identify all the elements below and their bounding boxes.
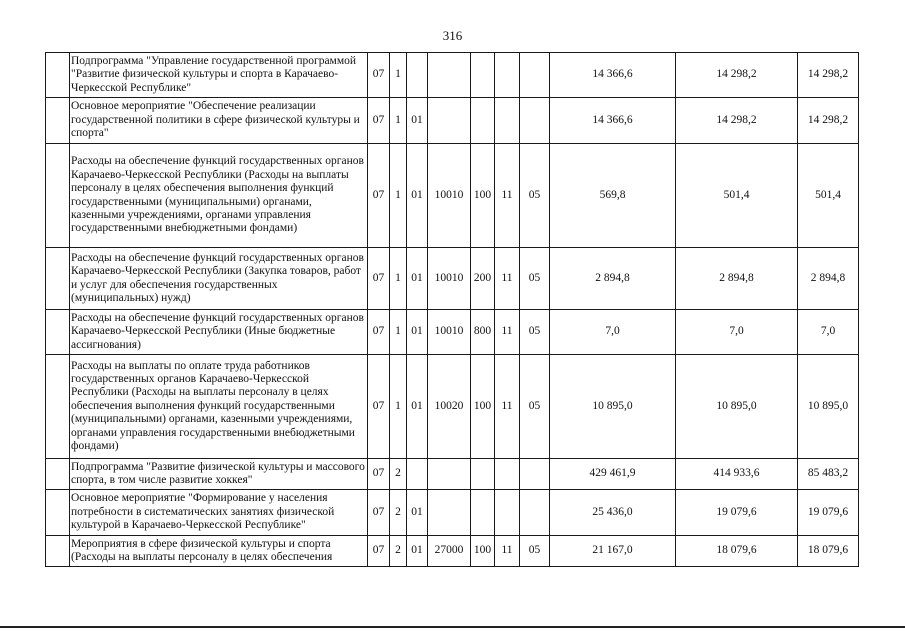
code-target	[428, 98, 471, 144]
row-number-cell	[46, 144, 70, 248]
code-section: 07	[368, 355, 390, 459]
amount-year-3: 85 483,2	[798, 459, 859, 490]
code-program: 2	[390, 459, 407, 490]
code-expense-type: 100	[471, 536, 495, 567]
table-row	[46, 459, 859, 490]
code-section: 07	[368, 53, 390, 98]
code-program: 1	[390, 355, 407, 459]
table-row	[46, 355, 859, 459]
code-subdivision: 05	[520, 355, 550, 459]
code-program: 2	[390, 490, 407, 536]
amount-year-2: 14 298,2	[676, 98, 798, 144]
code-division	[495, 459, 520, 490]
code-subprogram: 01	[407, 490, 428, 536]
row-number-cell	[46, 310, 70, 355]
code-subprogram	[407, 459, 428, 490]
code-division: 11	[495, 355, 520, 459]
code-target: 10010	[428, 248, 471, 310]
code-expense-type	[471, 98, 495, 144]
code-division: 11	[495, 144, 520, 248]
amount-year-1: 14 366,6	[550, 53, 676, 98]
table-row	[46, 536, 859, 567]
table-row	[46, 98, 859, 144]
amount-year-2: 501,4	[676, 144, 798, 248]
row-number-cell	[46, 53, 70, 98]
code-section: 07	[368, 459, 390, 490]
code-program: 1	[390, 53, 407, 98]
amount-year-2: 18 079,6	[676, 536, 798, 567]
amount-year-2: 414 933,6	[676, 459, 798, 490]
row-number-cell	[46, 490, 70, 536]
code-program: 1	[390, 98, 407, 144]
code-division	[495, 53, 520, 98]
amount-year-3: 2 894,8	[798, 248, 859, 310]
code-program: 2	[390, 536, 407, 567]
row-number-cell	[46, 248, 70, 310]
code-subprogram	[407, 53, 428, 98]
table-row	[46, 53, 859, 98]
row-name: Расходы на выплаты по оплате труда работников государственных органов Карачаево-Черкесской Республики (Расходы на выплаты персоналу в целях обеспечения выполнения функций государственными (муниципальными) органами, казенными учреждениями, органами управления государственными внебюджетными фондами)	[70, 355, 368, 459]
row-number-cell	[46, 459, 70, 490]
code-target	[428, 490, 471, 536]
code-subprogram: 01	[407, 310, 428, 355]
code-expense-type: 100	[471, 144, 495, 248]
amount-year-1: 25 436,0	[550, 490, 676, 536]
code-expense-type: 100	[471, 355, 495, 459]
code-section: 07	[368, 248, 390, 310]
code-subdivision	[520, 459, 550, 490]
code-subprogram: 01	[407, 248, 428, 310]
code-division	[495, 98, 520, 144]
code-section: 07	[368, 490, 390, 536]
code-division: 11	[495, 536, 520, 567]
code-division: 11	[495, 310, 520, 355]
code-subprogram: 01	[407, 355, 428, 459]
code-section: 07	[368, 536, 390, 567]
row-name: Расходы на обеспечение функций государственных органов Карачаево-Черкесской Республики (Расходы на выплаты персоналу в целях обеспечения выполнения функций государственными (муниципальными) органами, казенными учреждениями, органами управления государственными внебюджетными фондами)	[70, 144, 368, 248]
code-subdivision	[520, 490, 550, 536]
code-target: 27000	[428, 536, 471, 567]
code-subdivision: 05	[520, 144, 550, 248]
code-subdivision	[520, 53, 550, 98]
amount-year-1: 14 366,6	[550, 98, 676, 144]
amount-year-2: 19 079,6	[676, 490, 798, 536]
amount-year-2: 14 298,2	[676, 53, 798, 98]
amount-year-3: 18 079,6	[798, 536, 859, 567]
code-program: 1	[390, 248, 407, 310]
code-subdivision: 05	[520, 310, 550, 355]
amount-year-1: 569,8	[550, 144, 676, 248]
code-division: 11	[495, 248, 520, 310]
amount-year-3: 19 079,6	[798, 490, 859, 536]
table-row	[46, 144, 859, 248]
code-subprogram: 01	[407, 98, 428, 144]
code-target: 10020	[428, 355, 471, 459]
code-subdivision: 05	[520, 536, 550, 567]
row-number-cell	[46, 536, 70, 567]
code-expense-type	[471, 53, 495, 98]
table-row	[46, 310, 859, 355]
page-number: 316	[442, 28, 463, 43]
code-section: 07	[368, 144, 390, 248]
row-name: Расходы на обеспечение функций государственных органов Карачаево-Черкесской Республики (Иные бюджетные ассигнования)	[70, 310, 368, 355]
code-section: 07	[368, 98, 390, 144]
amount-year-1: 21 167,0	[550, 536, 676, 567]
amount-year-3: 14 298,2	[798, 53, 859, 98]
code-subdivision: 05	[520, 248, 550, 310]
page-bottom-rule	[0, 626, 905, 628]
amount-year-3: 10 895,0	[798, 355, 859, 459]
amount-year-2: 2 894,8	[676, 248, 798, 310]
amount-year-1: 10 895,0	[550, 355, 676, 459]
row-name: Подпрограмма "Управление государственной программой "Развитие физической культуры и спорта в Карачаево-Черкесской Республике"	[70, 53, 368, 98]
code-expense-type	[471, 490, 495, 536]
code-target: 10010	[428, 144, 471, 248]
code-program: 1	[390, 310, 407, 355]
code-target	[428, 53, 471, 98]
code-subprogram: 01	[407, 144, 428, 248]
amount-year-1: 429 461,9	[550, 459, 676, 490]
amount-year-3: 14 298,2	[798, 98, 859, 144]
amount-year-2: 7,0	[676, 310, 798, 355]
code-section: 07	[368, 310, 390, 355]
amount-year-2: 10 895,0	[676, 355, 798, 459]
code-program: 1	[390, 144, 407, 248]
row-name: Расходы на обеспечение функций государственных органов Карачаево-Черкесской Республики (Закупка товаров, работ и услуг для обеспечения государственных (муниципальных) нужд)	[70, 248, 368, 310]
table-row	[46, 490, 859, 536]
code-target: 10010	[428, 310, 471, 355]
code-expense-type: 200	[471, 248, 495, 310]
row-number-cell	[46, 355, 70, 459]
code-expense-type	[471, 459, 495, 490]
budget-table	[45, 52, 859, 567]
table-row	[46, 248, 859, 310]
code-subdivision	[520, 98, 550, 144]
row-name: Подпрограмма "Развитие физической культуры и массового спорта, в том числе развитие хоккея"	[70, 459, 368, 490]
row-number-cell	[46, 98, 70, 144]
amount-year-1: 2 894,8	[550, 248, 676, 310]
code-subprogram: 01	[407, 536, 428, 567]
row-name: Основное мероприятие "Формирование у населения потребности в систематических занятиях физической культурой в Карачаево-Черкесской Республике"	[70, 490, 368, 536]
row-name: Основное мероприятие "Обеспечение реализации государственной политики в сфере физической культуры и спорта"	[70, 98, 368, 144]
row-name: Мероприятия в сфере физической культуры и спорта (Расходы на выплаты персоналу в целях обеспечения	[70, 536, 368, 567]
code-target	[428, 459, 471, 490]
amount-year-1: 7,0	[550, 310, 676, 355]
code-division	[495, 490, 520, 536]
amount-year-3: 501,4	[798, 144, 859, 248]
amount-year-3: 7,0	[798, 310, 859, 355]
code-expense-type: 800	[471, 310, 495, 355]
